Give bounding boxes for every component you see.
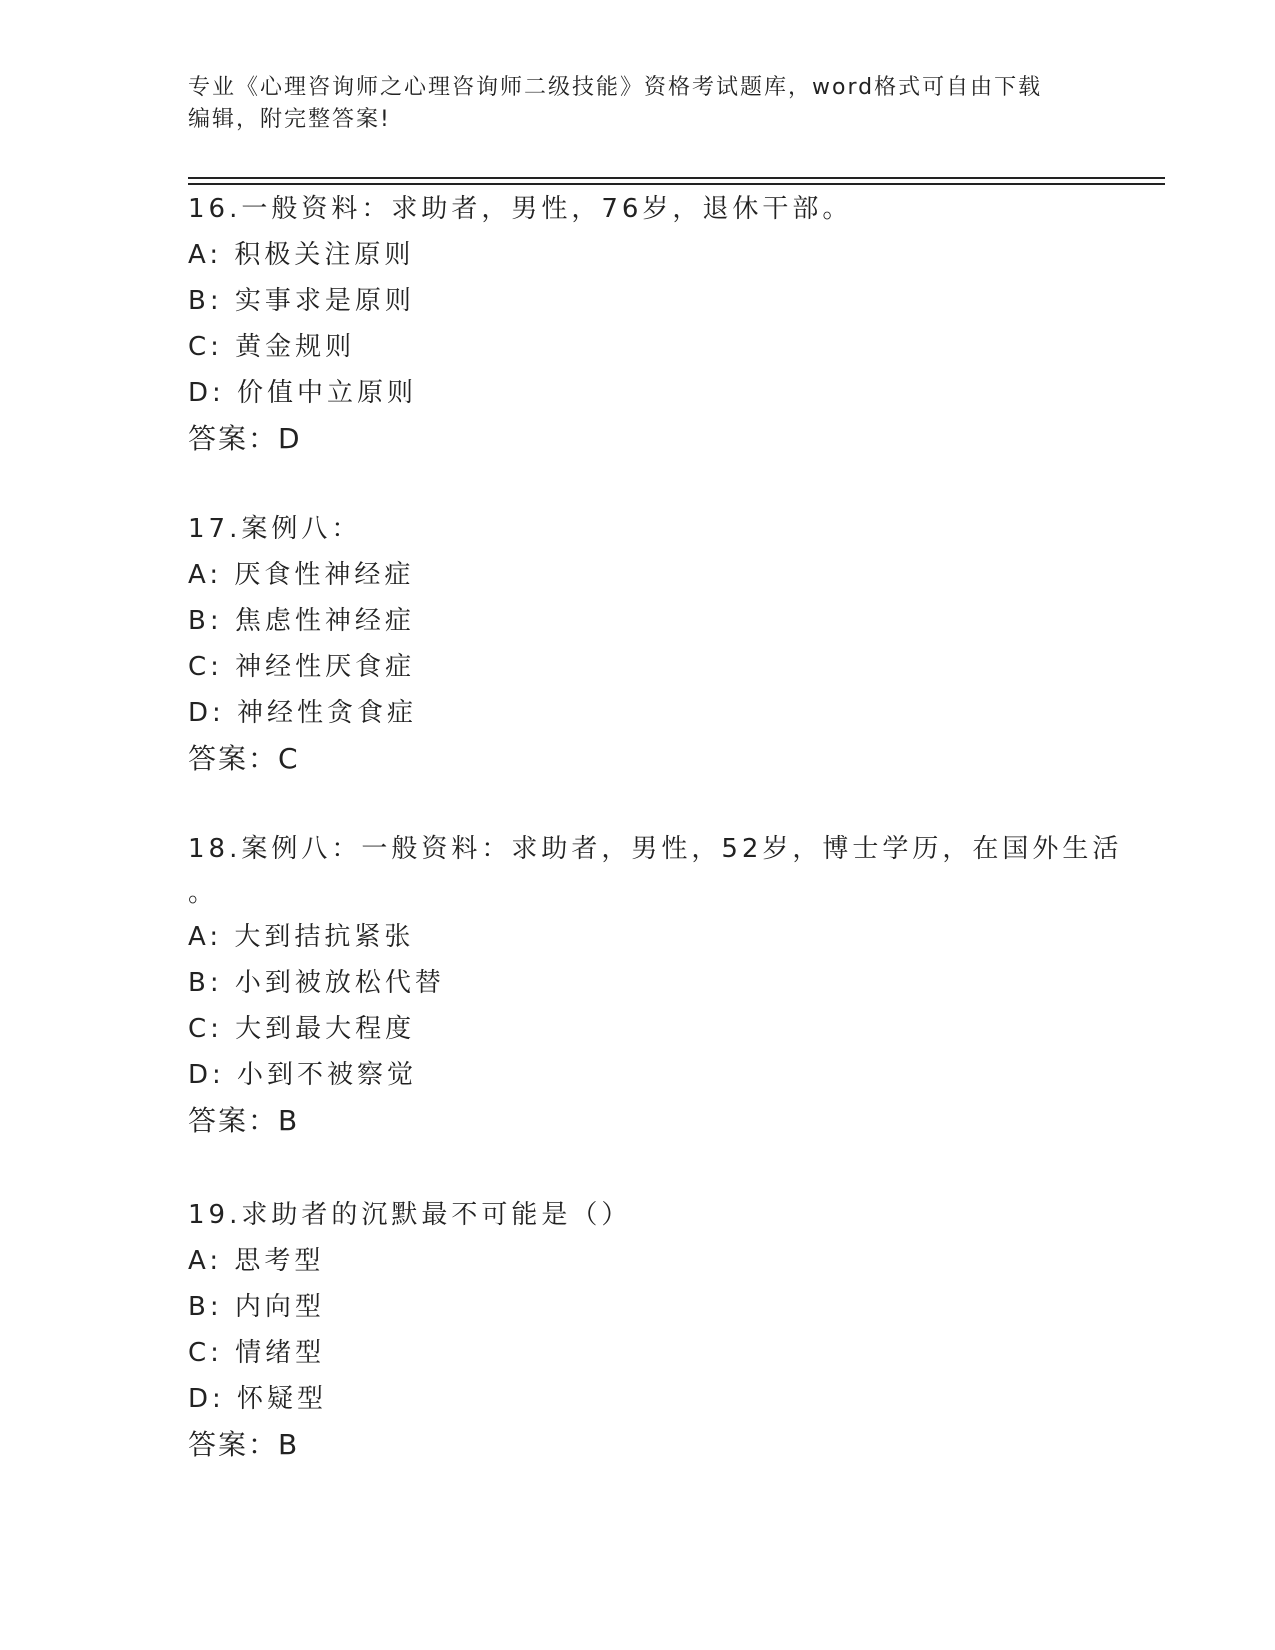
option-c: C: 情绪型 [188,1338,326,1368]
answer-value: C [278,742,298,775]
answer-value: D [278,422,300,455]
option-d: D: 小到不被察觉 [188,1060,418,1090]
option-b: B: 小到被放松代替 [188,968,445,998]
answer-line [188,1422,1088,1468]
option-d: D: 神经性贪食症 [188,698,418,728]
question-18 [188,826,1123,1144]
question-16 [188,186,1088,462]
option-b: B: 实事求是原则 [188,286,415,316]
option-c: C: 黄金规则 [188,332,356,362]
answer-line [188,416,1088,462]
answer-line [188,736,1088,782]
option-a: A: 大到拮抗紧张 [188,922,415,952]
option-c: C: 大到最大程度 [188,1014,416,1044]
header-divider-bottom [188,183,1165,185]
answer-label: 答案： [188,742,279,775]
answer-value: B [278,1428,298,1461]
answer-label: 答案： [188,422,279,455]
answer-line [188,1098,1088,1144]
answer-value: B [278,1104,298,1137]
header-line-1: 专业《心理咨询师之心理咨询师二级技能》资格考试题库，word格式可自由下载 [188,75,1043,100]
option-d: D: 价值中立原则 [188,378,418,408]
question-19 [188,1192,1088,1468]
option-c: C: 神经性厌食症 [188,652,416,682]
question-text: 17.案例八： [188,514,362,544]
option-a: A: 思考型 [188,1246,325,1276]
header-line-2: 编辑，附完整答案! [188,107,391,132]
answer-label: 答案： [188,1104,279,1137]
document-header [188,72,1088,136]
header-divider-top [188,177,1165,179]
answer-label: 答案： [188,1428,279,1461]
question-17 [188,506,1088,782]
question-text: 19.求助者的沉默最不可能是（） [188,1200,632,1230]
option-b: B: 焦虑性神经症 [188,606,415,636]
option-a: A: 积极关注原则 [188,240,415,270]
question-text: 18.案例八：一般资料：求助者，男性，52岁，博士学历，在国外生活 [188,834,1123,864]
question-text-continuation: 。 [188,878,215,908]
option-b: B: 内向型 [188,1292,325,1322]
option-d: D: 怀疑型 [188,1384,328,1414]
option-a: A: 厌食性神经症 [188,560,415,590]
question-text: 16.一般资料：求助者，男性，76岁，退休干部。 [188,194,853,224]
